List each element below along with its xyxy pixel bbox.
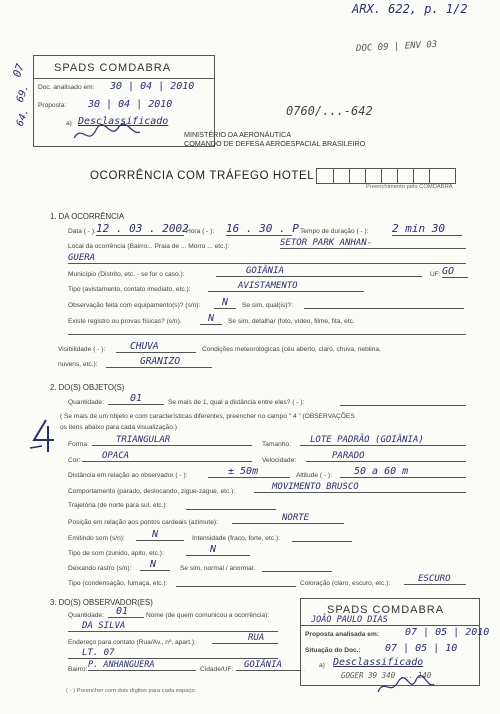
dist-label: Distância em relação ao observador ( - ): [68,472,188,479]
bottom-signature-scribble [376,674,436,698]
meteo-label-2: nuvens, etc.): [58,361,98,368]
alt-value: 50 a 60 m [340,466,466,478]
bottom-ref: GOGER 39 340 ... 140 [341,671,432,680]
margin-note-3: 64. [14,107,32,128]
alt-label: Altitude ( - ): [296,472,332,479]
som-value: N [136,529,184,541]
obs-qty-label: Quantidade: [68,612,104,619]
bairro-label: Bairro: [68,666,88,673]
ministry-line: MINISTÉRIO DA AERONÁUTICA [184,130,292,139]
comdabra-boxes [316,168,456,184]
place-label: Local da ocorrência (Bairro... Praia de ... Morro ... etc.): [68,243,230,250]
bairro-value: P. ANHANGUERA [88,660,196,671]
tamanho-label: Tamanho: [262,441,291,448]
rastro-label: Deixando rastro (s/n): [68,565,132,572]
rastro-note: Se sim, normal / anormal: [180,565,256,572]
margin-note-2: 69. [14,83,32,104]
observer-name-value: JOÃO PAULO DIAS [311,615,388,625]
signature-scribble [72,122,142,144]
place-value-2: GUERA [68,253,466,264]
doc-ref: DOC 09 | ENV 03 [355,39,438,55]
dist-value: ± 50m [208,466,290,478]
vel-label: Velocidade: [262,457,297,464]
section-3-heading: 3. DO(S) OBSERVADOR(ES) [50,598,153,607]
bottom-proposal-value: 07 | 05 | 2010 [405,627,490,638]
bottom-a-label: a) [319,662,325,669]
cond-label: Tipo (condensação, fumaça, etc.): [68,580,168,587]
registro-value: N [200,313,222,325]
cidade-value: GOIÂNIA [236,660,306,671]
bottom-signature: Desclassificado [333,657,424,668]
municipio-value: GOIÂNIA [216,266,422,277]
addr-value-2: LT. 07 [68,648,278,659]
rastro-value: N [140,559,170,571]
stamp-a-label: a) [66,120,72,127]
pos-value: NORTE [232,513,344,524]
bottom-proposal-label: Proposta analisada em: [305,631,380,638]
som-label: Emitindo som (s/n): [68,535,125,542]
uf-label: UF: [430,271,441,278]
coloracao-value: ESCURO [404,574,466,585]
objects-note-1: ( Se mais de um objeto e com características diferentes, preencher no campo " 4 " (OBSERVAÇÕES [60,413,355,420]
coloracao-label: Coloração (claro, escuro, etc.): [300,580,391,587]
tipo-som-value: N [186,544,250,556]
duration-label: Tempo de duração ( - ): [300,228,369,235]
bottom-situation-label: Situação do Doc.: [305,647,361,654]
tipo-som-label: Tipo de som (zunido, apito, etc.): [68,550,164,557]
cor-label: Cor: [68,457,81,464]
tipo-value: AVISTAMENTO [208,281,364,292]
duration-value: 2 min 30 [392,222,462,236]
tipo-label: Tipo (avistamento, contato imediato, etc.): [68,286,191,293]
comp-label: Comportamento (parado, deslocando, zigue-zague, etc.): [68,488,236,495]
stamp-title: SPADS COMDABRA [54,62,172,74]
margin-number-four [28,418,58,454]
section-1-heading: 1. DA OCORRÊNCIA [50,212,125,221]
meteo-value: GRANIZO [106,356,212,368]
comp-value: MOVIMENTO BRUSCO [254,482,466,493]
place-value: SETOR PARK ANHAN- [280,238,466,249]
obs-value: N [214,297,236,309]
intensity-label: Intensidade (fraco, forte, etc.): [192,535,280,542]
analysis-stamp-bottom [300,598,490,686]
addr-value: RUA [212,633,278,644]
meteo-label: Condições meteorológicas (céu aberto, claro, chuva, neblina, [202,346,381,353]
registro-detail: Se sim, detalhar (foto, vídeo, filme, fita, etc. [228,318,355,325]
date-value: 12 . 03 . 2002 [96,222,189,235]
obs-name-label: Nome (de quem comunicou a ocorrência): [146,612,270,619]
vel-value: PARADO [306,451,466,462]
bottom-stamp-title: SPADS COMDABRA [327,604,445,616]
footnote: ( - ) Preencher com dois dígitos para cada espaço. [66,688,197,694]
form-title: OCORRÊNCIA COM TRÁFEGO HOTEL [90,170,315,182]
date-label: Data ( - ): [68,228,96,235]
forma-value: TRIANGULAR [92,435,252,446]
margin-note-1: 07 [10,62,27,79]
time-label: Hora ( - ): [186,228,215,235]
municipio-label: Município (Distrito, etc. - se for o caso.): [68,271,185,278]
stamp-analysed-label: Doc. analisado em: [38,84,95,91]
objects-qty-value: 01 [108,393,164,405]
bottom-situation-value: 07 | 05 | 10 [385,643,458,654]
obs-label: Observação feita com equipamento(s)? (s/n): [68,302,201,309]
command-line: COMANDO DE DEFESA AEROESPACIAL BRASILEIRO [184,139,366,148]
stamp-analysed-value: 30 | 04 | 2010 [110,81,195,92]
obs-name-value-2: DA SILVA [68,621,278,632]
archive-note: ARX. 622, p. 1/2 [352,2,468,16]
vis-value: CHUVA [116,341,196,353]
time-value: 16 . 30 . P [226,222,299,235]
tamanho-value: LOTE PADRÃO (GOIÂNIA) [300,435,466,446]
cor-value: OPACA [82,451,252,462]
pos-label: Posição em relação aos pontos cardeais (azimute): [68,519,218,526]
obs-qty-value: 01 [108,606,144,618]
protocol-number: 0760/...-642 [286,104,373,118]
objects-qty-label: Quantidade: [68,399,104,406]
boxes-caption: Preenchimento pelo COMDABRA [366,184,453,190]
section-2-heading: 2. DO(S) OBJETO(S) [50,383,125,392]
traj-label: Trajetória (de norte para sul, etc.): [68,502,168,509]
objects-qty-note: Se mais de 1, qual a distância entre eles? ( - ): [168,399,305,406]
obs-which-label: Se sim, qual(is)?: [242,302,293,309]
registro-label: Existe registro ou provas físicas? (s/n). [68,318,182,325]
forma-label: Forma: [68,441,89,448]
vis-label: Visibilidade ( - ): [58,346,106,353]
uf-value: GO [442,266,468,278]
stamp-proposal-value: 30 | 04 | 2010 [88,99,173,110]
stamp-signature: Desclassificado [78,116,169,127]
cidade-label: Cidade/UF: [200,666,234,673]
objects-note-2: os itens abaixo para cada visualização.) [60,424,177,431]
addr-label: Endereço para contato (Rua/Av., nº, apart.): [68,639,196,646]
stamp-proposal-label: Proposta: [38,102,67,109]
